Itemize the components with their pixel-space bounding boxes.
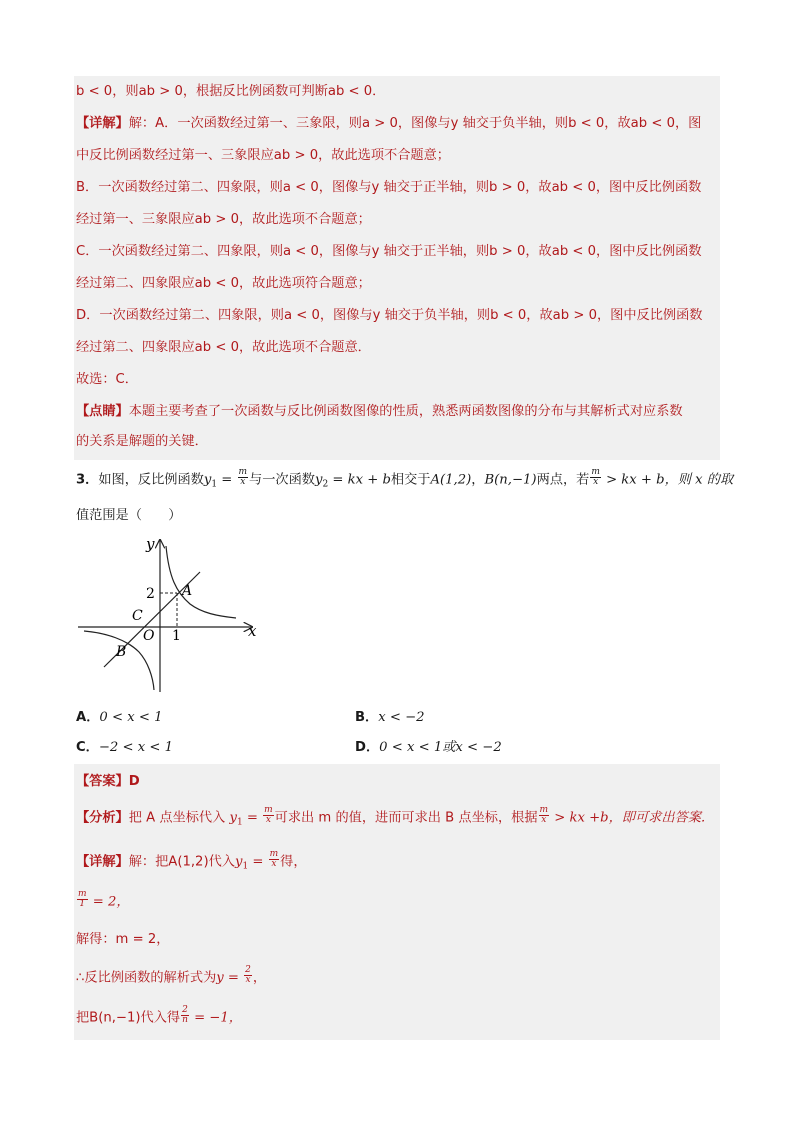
option-d-value: 0 < x < 1或x < −2 bbox=[379, 740, 502, 755]
answer-tag: 【答案】 bbox=[76, 774, 129, 789]
analysis-frac2-num: m bbox=[539, 805, 549, 815]
point-c-label: C bbox=[132, 608, 143, 624]
detail2-text-5: ， bbox=[252, 970, 267, 986]
q3-frac2-den: x bbox=[593, 477, 599, 487]
detail2-frac2-num: m bbox=[78, 889, 87, 899]
detail2-tag: 【详解】 bbox=[76, 854, 129, 870]
detail2-line-4 bbox=[76, 965, 720, 989]
option-c-value: −2 < x < 1 bbox=[98, 740, 174, 755]
detail2-frac4-den: n bbox=[182, 1015, 188, 1025]
detail2-text-4: ∴反比例函数的解析式为 bbox=[76, 970, 217, 986]
origin-label: O bbox=[143, 628, 155, 644]
comment-text-1: 本题主要考查了一次函数与反比例函数图像的性质，熟悉两函数图像的分布与其解析式对应系数 bbox=[128, 404, 683, 419]
detail2-line-2 bbox=[76, 889, 720, 913]
comment-tag: 【点睛】 bbox=[76, 404, 129, 419]
detail2-fraction-1 bbox=[269, 850, 280, 869]
detail-d-line-1: D．一次函数经过第二、四象限，则a < 0，图像与y 轴交于负半轴，则b < 0，故ab > 0，图中反比例函数 bbox=[76, 308, 703, 323]
q3-y1-sub: 1 bbox=[211, 479, 218, 490]
answer-value: D bbox=[128, 774, 140, 789]
comment-line-1 bbox=[76, 402, 720, 422]
q3-text-1: 如图，反比例函数 bbox=[98, 472, 204, 488]
detail2-frac1-num: m bbox=[269, 849, 279, 859]
detail-b-line-1: B．一次函数经过第二、四象限，则a < 0，图像与y 轴交于正半轴，则b > 0，故ab < 0，图中反比例函数 bbox=[76, 180, 702, 195]
comment-line-2: 的关系是解题的关键． bbox=[76, 434, 208, 449]
detail-a-line-1 bbox=[76, 114, 720, 134]
q3-y1: y bbox=[203, 472, 212, 488]
option-a-value: 0 < x < 1 bbox=[99, 710, 163, 725]
option-d-letter: D． bbox=[355, 740, 380, 755]
detail2-line-3: 解得：m = 2， bbox=[76, 932, 170, 947]
detail-a-text-1: 解：A．一次函数经过第一、三象限，则a > 0，图像与y 轴交于负半轴，则b < 0，故ab < 0，图 bbox=[128, 116, 702, 131]
point-a-label: A bbox=[182, 583, 193, 599]
detail2-eq2: = bbox=[223, 970, 244, 986]
answer-line bbox=[76, 772, 720, 792]
detail2-text-7: = −1， bbox=[189, 1010, 242, 1026]
detail2-y: y bbox=[216, 970, 224, 986]
point-b-label: B bbox=[116, 644, 127, 660]
option-a[interactable] bbox=[76, 708, 326, 728]
detail-a-line-2: 中反比例函数经过第一、三象限应ab > 0，故此选项不合题意； bbox=[76, 148, 450, 163]
detail2-eq: = bbox=[248, 854, 268, 870]
question-3-line-2: 值范围是（ ） bbox=[76, 508, 182, 523]
q3-fraction-1 bbox=[238, 468, 249, 487]
q3-frac2-num: m bbox=[591, 467, 600, 477]
analysis-frac1-den: x bbox=[265, 815, 271, 825]
analysis-y1: y bbox=[229, 810, 237, 826]
detail2-y1: y bbox=[234, 854, 243, 870]
q3-inequality: > kx + b，则 x 的取 bbox=[601, 472, 734, 488]
detail2-frac3-num: 2 bbox=[245, 965, 251, 975]
q3-fraction-2 bbox=[590, 468, 601, 487]
option-a-letter: A． bbox=[76, 710, 100, 725]
detail2-frac3-den: x bbox=[245, 975, 251, 985]
detail2-text-3: = 2， bbox=[88, 894, 130, 910]
detail2-y1-sub: 1 bbox=[242, 861, 249, 872]
q3-frac1-num: m bbox=[238, 467, 248, 477]
question-3-line-1 bbox=[76, 467, 734, 495]
option-b[interactable] bbox=[355, 708, 605, 728]
x-axis-label: x bbox=[248, 622, 257, 640]
hyperbola-branch-1 bbox=[166, 546, 236, 618]
analysis-tag: 【分析】 bbox=[76, 810, 129, 826]
analysis-text-2: 可求出 m 的值，进而可求出 B 点坐标，根据 bbox=[274, 810, 538, 826]
q3-point-b: B(n,−1) bbox=[484, 472, 537, 488]
analysis-line bbox=[76, 805, 720, 833]
question-number: 3． bbox=[76, 472, 99, 488]
analysis-y1-sub: 1 bbox=[236, 817, 243, 828]
detail-c-line-2: 经过第二、四象限应ab < 0，故此选项符合题意； bbox=[76, 276, 371, 291]
detail2-line-5 bbox=[76, 1005, 720, 1029]
detail2-fraction-4 bbox=[181, 1006, 189, 1025]
detail-tag: 【详解】 bbox=[76, 116, 129, 131]
option-c[interactable] bbox=[76, 738, 326, 758]
q3-y2: y bbox=[314, 472, 323, 488]
detail2-text-2: 得， bbox=[280, 854, 307, 870]
function-graph bbox=[72, 532, 272, 702]
detail-choice: 故选：C． bbox=[76, 372, 138, 387]
q3-linear: = kx + b bbox=[328, 472, 391, 488]
detail2-frac1-den: x bbox=[271, 859, 277, 869]
detail2-line-1 bbox=[76, 849, 720, 877]
analysis-fraction-2 bbox=[539, 806, 550, 825]
q3-y2-sub: 2 bbox=[322, 479, 329, 490]
tick-x-label: 1 bbox=[172, 628, 181, 644]
detail2-fraction-2 bbox=[77, 890, 88, 909]
detail-d-line-2: 经过第二、四象限应ab < 0，故此选项不合题意． bbox=[76, 340, 371, 355]
option-b-value: x < −2 bbox=[378, 710, 425, 725]
analysis-frac2-den: x bbox=[541, 815, 547, 825]
detail2-text-1: 解：把A(1,2)代入 bbox=[128, 854, 235, 870]
detail2-fraction-3 bbox=[244, 966, 252, 985]
detail2-frac2-den: 1 bbox=[79, 899, 86, 909]
detail-c-line-1: C．一次函数经过第二、四象限，则a < 0，图像与y 轴交于正半轴，则b > 0，故ab < 0，图中反比例函数 bbox=[76, 244, 702, 259]
option-d[interactable] bbox=[355, 738, 605, 758]
continued-line: b < 0，则ab > 0，根据反比例函数可判断ab < 0． bbox=[76, 84, 386, 99]
option-b-letter: B． bbox=[355, 710, 379, 725]
q3-text-2: 与一次函数 bbox=[249, 472, 315, 488]
option-c-letter: C． bbox=[76, 740, 99, 755]
detail2-text-6: 把B(n,−1)代入得 bbox=[76, 1010, 181, 1026]
detail2-frac4-num: 2 bbox=[182, 1005, 188, 1015]
detail-b-line-2: 经过第一、三象限应ab > 0，故此选项不合题意； bbox=[76, 212, 371, 227]
q3-point-a: A(1,2) bbox=[430, 472, 472, 488]
analysis-fraction-1 bbox=[263, 806, 274, 825]
q3-eq: = bbox=[217, 472, 237, 488]
tick-y-label: 2 bbox=[146, 586, 155, 602]
analysis-eq: = bbox=[242, 810, 263, 826]
analysis-frac1-num: m bbox=[264, 805, 273, 815]
q3-frac1-den: x bbox=[240, 477, 246, 487]
q3-text-3: 相交于 bbox=[390, 472, 431, 488]
y-axis-label: y bbox=[146, 535, 155, 553]
q3-comma: ， bbox=[471, 472, 485, 488]
analysis-text-3: > kx +b，即可求出答案． bbox=[550, 810, 715, 826]
q3-text-4: 两点，若 bbox=[536, 472, 590, 488]
analysis-text-1: 把 A 点坐标代入 bbox=[128, 810, 230, 826]
